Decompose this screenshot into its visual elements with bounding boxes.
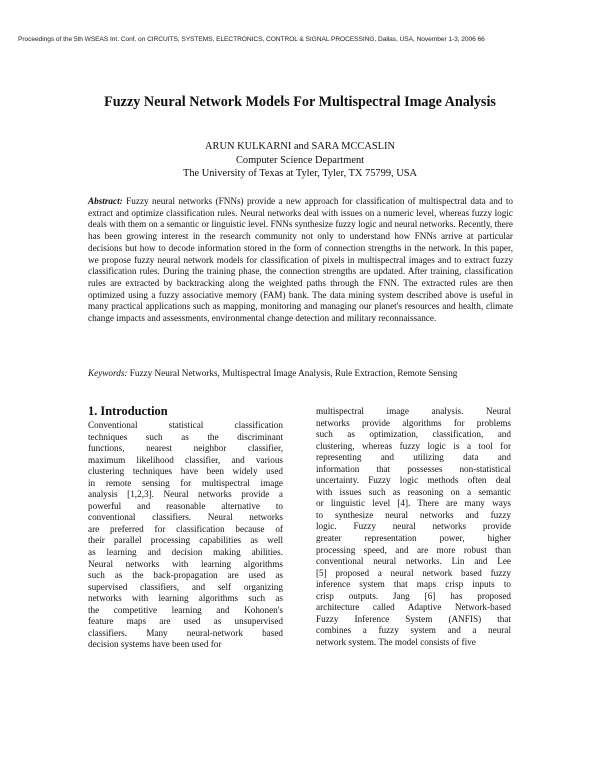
body-text-line: networks provide algorithms for problems [316,417,511,428]
body-text-line: to synthesize neural networks and fuzzy [316,509,511,520]
body-text-line: powerful and reasonable alternative to [88,500,283,511]
body-text-line: with issues such as reasoning on a semantic [316,486,511,497]
body-text-line: clustering techniques have been widely used [88,466,283,477]
author-names: ARUN KULKARNI and SARA MCCASLIN [205,141,395,152]
body-text-line: in remote sensing for multispectral image [88,477,283,488]
body-text-line: conventional neural networks. Lin and Lee [316,556,511,567]
body-text-line: conventional classifiers. Neural networks [88,512,283,523]
body-text-line: analysis [1,2,3]. Neural networks provide a [88,489,283,500]
affiliation: The University of Texas at Tyler, Tyler, TX 75799, USA [182,168,417,179]
abstract [88,196,513,325]
body-text-line: decision systems have been used for [88,639,222,650]
body-text-line: greater representation power, higher [316,533,511,544]
body-column-right [316,406,511,648]
body-text-line: combines a fuzzy system and a neural [316,625,511,636]
body-text-line: supervised classifiers, and self organizing [88,581,283,592]
body-text-line: multispectral image analysis. Neural [316,406,511,416]
body-text-line: are preferred for classification because of [88,523,283,534]
body-text-line: techniques such as the discriminant [88,431,283,442]
body-text-line: representing and utilizing data and [316,452,511,463]
author-block [80,140,520,181]
body-text-line: logic. Fuzzy neural networks provide [316,521,511,532]
body-text-line: architecture called Adaptive Network-based [316,602,511,613]
section-heading: 1. Introduction [88,404,168,418]
body-text-line: Conventional statistical classification [88,420,283,430]
paper-title: Fuzzy Neural Network Models For Multispectral Image Analysis [104,94,496,110]
body-text-line: classifiers. Many neural-network based [88,627,283,638]
running-header: Proceedings of the 5th WSEAS Int. Conf. on CIRCUITS, SYSTEMS, ELECTRONICS, CONTROL & SIGNAL PROCESSING, Dallas, USA, November 1-3, 2006 66 [18,36,485,43]
body-text-line: their parallel processing capabilities as well [88,535,283,546]
body-text-line: feature maps are used as unsupervised [88,616,283,627]
body-text-line: maximum likelihood classifier, and various [88,454,283,465]
body-text-line: inference system that maps crisp inputs to [316,579,511,590]
abstract-text: Fuzzy neural networks (FNNs) provide a new approach for classification of multispectral data and to extract and optimize classification rules. Neural networks deal with issues on a numeric level, whereas fuzzy logic deals with them on a semantic or linguistic level. FNNs synthesize fuzzy logic and neural networks. Recently, there has been growing interest in the research community not only to understand how FNNs arrive at particular decisions but how to decode information stored in the form of connection strengths in the network. In this paper, we propose fuzzy neural network models for classification of pixels in multispectral images and to extract fuzzy classification rules. During the training phase, the connection strengths are updated. After training, classification rules are extracted by backtracking along the weighted paths through the FNN. The extracted rules are then optimized using a fuzzy associative memory (FAM) bank. The data mining system described above is useful in many practical applications such as mapping, monitoring and managing our planet's resources and health, climate change impacts and assessments, environmental change detection and military reconnaissance. [88,196,513,324]
body-text-line: uncertainty. Fuzzy logic methods often deal [316,475,511,486]
body-text-line: [5] proposed a neural network based fuzzy [316,567,511,578]
body-text-line: the competitive learning and Kohonen's [88,604,283,615]
department: Computer Science Department [235,154,365,166]
body-text-line: Fuzzy Inference System (ANFIS) that [316,613,511,624]
body-column-left [88,420,283,651]
keywords-text: Fuzzy Neural Networks, Multispectral Image Analysis, Rule Extraction, Remote Sensing [129,368,458,378]
body-text-line: such as optimization, classification, and [316,429,511,440]
body-text-line: or linguistic level [4]. There are many ways [316,498,511,509]
body-text-line: functions, nearest neighbor classifier, [88,443,283,454]
body-text-line: Neural networks with learning algorithms [88,558,283,569]
body-text-line: network system. The model consists of five [316,636,476,647]
keywords [88,368,513,380]
body-text-line: such as the back-propagation are used as [88,570,283,581]
body-text-line: information that possesses non-statistical [316,463,511,474]
body-text-line: clustering, whereas fuzzy logic is a tool for [316,440,511,451]
body-text-line: crisp outputs. Jang [6] has proposed [316,590,511,601]
body-text-line: networks with learning algorithms such as [88,593,283,604]
body-text-line: processing speed, and are more robust than [316,544,511,555]
abstract-label: Abstract: [88,196,123,206]
keywords-label: Keywords: [88,368,128,378]
body-text-line: as learning and decision making abilities. [88,547,283,558]
